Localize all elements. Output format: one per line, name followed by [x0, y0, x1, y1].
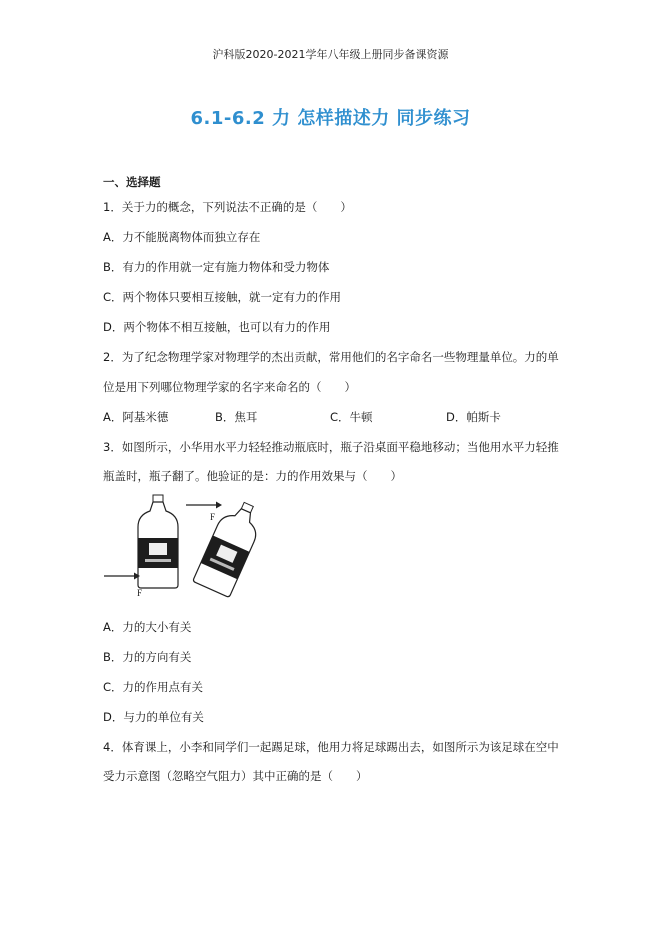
- q3-option-c: C．力的作用点有关: [103, 680, 204, 694]
- figure-label-bottom: F: [137, 588, 143, 598]
- page-header: 沪科版2020-2021学年八年级上册同步备课资源: [212, 48, 449, 61]
- q2-stem-line1: 2．为了纪念物理学家对物理学的杰出贡献，常用他们的名字命名一些物理量单位。力的单: [103, 350, 559, 364]
- q3-option-b: B．力的方向有关: [103, 650, 192, 664]
- q3-stem-line1: 3．如图所示，小华用水平力轻轻推动瓶底时，瓶子沿桌面平稳地移动；当他用水平力轻推: [103, 440, 559, 454]
- q1-option-c: C．两个物体只要相互接触，就一定有力的作用: [103, 290, 342, 304]
- page-title: 6.1-6.2 力 怎样描述力 同步练习: [190, 108, 471, 129]
- q2-option-a: A．阿基米德: [103, 410, 169, 424]
- figure-label-top: F: [210, 512, 216, 522]
- q4-stem-line1: 4．体育课上，小李和同学们一起踢足球，他用力将足球踢出去，如图所示为该足球在空中: [103, 740, 559, 754]
- bottle-push-figure: [100, 493, 260, 603]
- tilted-bottle-icon: [193, 496, 260, 597]
- q2-option-c: C．牛顿: [330, 410, 373, 424]
- q4-stem-line2: 受力示意图（忽略空气阻力）其中正确的是（ ）: [103, 769, 368, 783]
- q2-options-row: [103, 409, 563, 425]
- q1-stem: 1．关于力的概念，下列说法不正确的是（ ）: [103, 200, 352, 214]
- upright-bottle-icon: [138, 495, 178, 588]
- q1-option-d: D．两个物体不相互接触，也可以有力的作用: [103, 320, 331, 334]
- section-heading: 一、选择题: [103, 175, 161, 189]
- q1-option-a: A．力不能脱离物体而独立存在: [103, 230, 261, 244]
- q1-option-b: B．有力的作用就一定有施力物体和受力物体: [103, 260, 330, 274]
- q2-option-d: D．帕斯卡: [446, 410, 501, 424]
- q2-stem-line2: 位是用下列哪位物理学家的名字来命名的（ ）: [103, 380, 356, 394]
- q2-option-b: B．焦耳: [215, 410, 258, 424]
- q3-option-a: A．力的大小有关: [103, 620, 192, 634]
- q3-option-d: D．与力的单位有关: [103, 710, 204, 724]
- q3-stem-line2: 瓶盖时，瓶子翻了。他验证的是：力的作用效果与（ ）: [103, 469, 402, 483]
